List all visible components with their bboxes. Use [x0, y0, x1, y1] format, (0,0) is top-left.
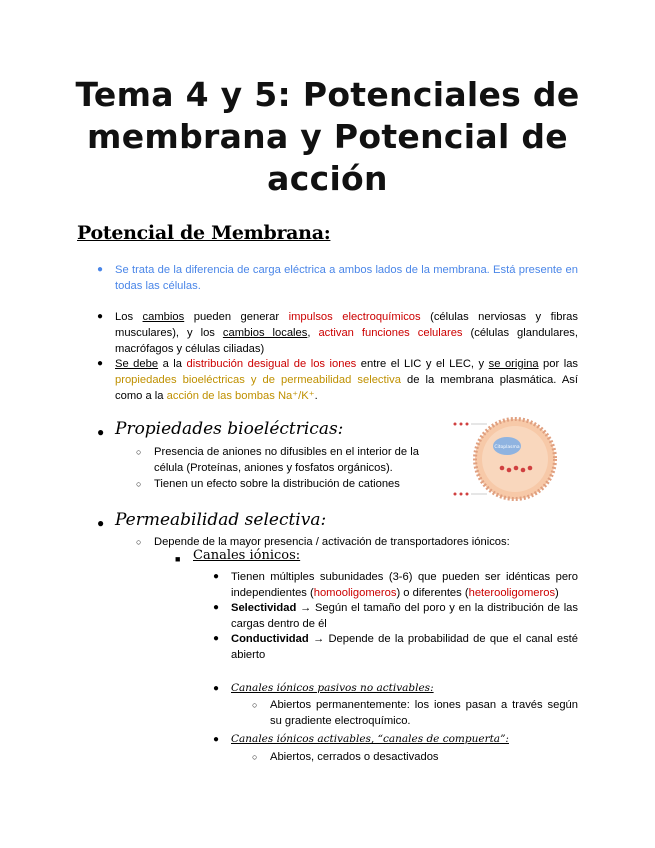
activables-item: Abiertos, cerrados o desactivados [270, 751, 439, 763]
propiedades-item: Presencia de aniones no difusibles en el interior de la célula (Proteínas, aniones y fosfatos orgánicos). [154, 446, 419, 474]
paragraph-origen: Se debe a la distribución desigual de los iones entre el LIC y el LEC, y se origina por las propiedades bioeléctricas y de permeabilidad selectiva de la membrana plasmática. Así como a la acción de las bombas Na⁺/K⁺. [115, 358, 579, 402]
bullet-dot: ● [213, 602, 220, 613]
canales-item-subunidades: Tienen múltiples subunidades (3-6) que pueden ser idénticas pero independientes (homooligomeros) o diferentes (heterooligomeros) [231, 571, 578, 599]
pasivos-item: Abiertos permanentemente: los iones pasan a través según su gradiente electroquímico. [270, 699, 578, 727]
cell-membrane-figure [447, 414, 582, 504]
bullet-dot: ● [97, 358, 104, 369]
paragraph-definition: Se trata de la diferencia de carga eléctrica a ambos lados de la membrana. Está presente en todas las células. [115, 264, 578, 292]
canales-item-selectividad: Selectividad → Según el tamaño del poro y en la distribución de las cargas dentro de él [231, 602, 578, 630]
cell-cytoplasm [482, 426, 548, 492]
bullet-dot: ● [97, 311, 104, 322]
propiedades-item: Tienen un efecto sobre la distribución de cationes [154, 478, 400, 490]
bullet-circle: ○ [252, 752, 258, 762]
permeabilidad-sub: Depende de la mayor presencia / activación de transportadores iónicos: [154, 536, 510, 548]
bullet-circle: ○ [136, 537, 142, 547]
bullet-square: ■ [175, 554, 181, 564]
bullet-dot: ● [213, 571, 220, 582]
bullet-dot: ● [213, 683, 220, 694]
canales-heading: Canales iónicos: [193, 548, 301, 563]
bullet-dot: ● [97, 264, 104, 275]
activables-heading: Canales iónicos activables, “canales de compuerta”: [231, 733, 509, 745]
canales-item-conductividad: Conductividad → Depende de la probabilidad de que el canal esté abierto [231, 633, 578, 661]
bullet-circle: ○ [136, 447, 142, 457]
bullet-circle: ○ [136, 479, 142, 489]
section-heading: Potencial de Membrana: [77, 222, 331, 244]
bullet-dot: ● [97, 516, 105, 530]
page-title: Tema 4 y 5: Potenciales de membrana y Potencial de acción [75, 75, 580, 198]
figure-label: Citoplasma [494, 445, 520, 450]
bullet-dot: ● [213, 633, 220, 644]
pasivos-heading: Canales iónicos pasivos no activables: [231, 682, 434, 694]
permeabilidad-heading: Permeabilidad selectiva: [115, 510, 327, 530]
bullet-dot: ● [97, 425, 105, 439]
bullet-circle: ○ [252, 700, 258, 710]
propiedades-heading: Propiedades bioeléctricas: [115, 419, 344, 439]
paragraph-cambios: Los cambios pueden generar impulsos electroquímicos (células nerviosas y fibras musculares), y los cambios locales, activan funciones celulares (células glandulares, macrófagos y células ciliadas) [115, 311, 578, 355]
bullet-dot: ● [213, 734, 220, 745]
